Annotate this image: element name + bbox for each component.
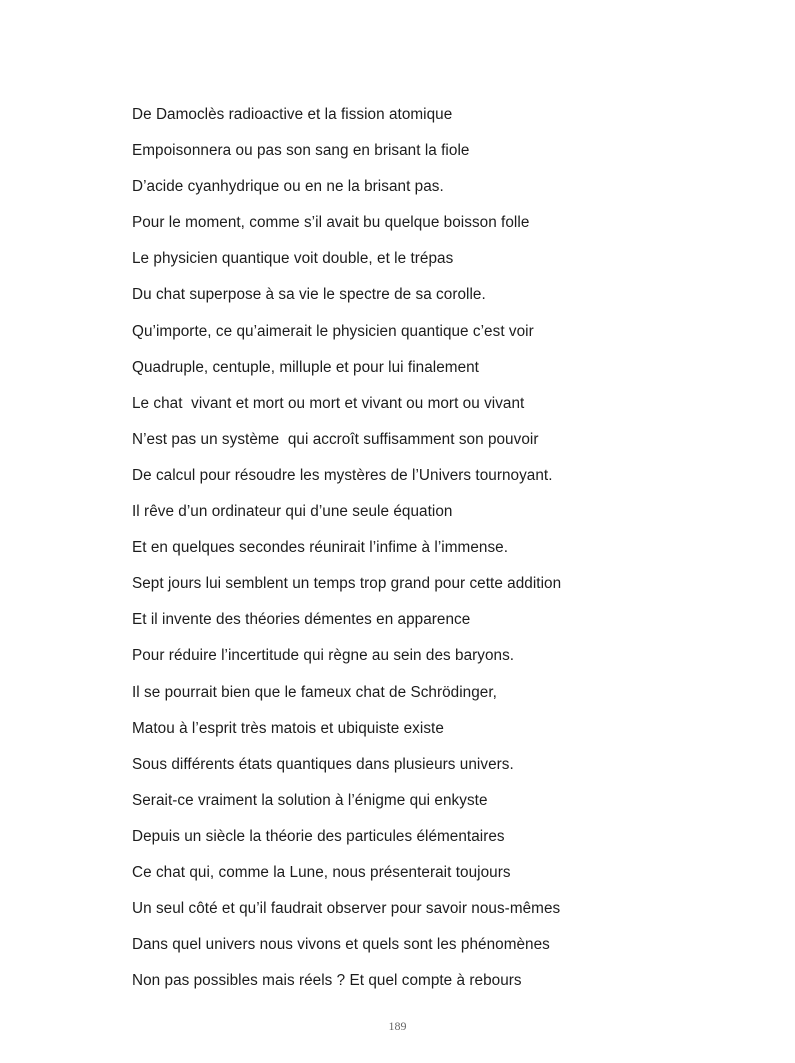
poem-line: Et il invente des théories démentes en apparence <box>132 611 471 629</box>
poem-line: Empoisonnera ou pas son sang en brisant la fiole <box>132 142 470 160</box>
poem-text <box>132 97 752 999</box>
poem-line: Il se pourrait bien que le fameux chat de Schrödinger, <box>132 683 497 701</box>
poem-line: Il rêve d’un ordinateur qui d’une seule équation <box>132 503 453 521</box>
poem-line: Depuis un siècle la théorie des particules élémentaires <box>132 827 505 845</box>
poem-line: Pour le moment, comme s’il avait bu quelque boisson folle <box>132 214 530 232</box>
poem-line: Le chat vivant et mort ou mort et vivant ou mort ou vivant <box>132 394 525 412</box>
poem-line: Serait-ce vraiment la solution à l’énigme qui enkyste <box>132 791 488 809</box>
poem-line: Dans quel univers nous vivons et quels sont les phénomènes <box>132 936 550 954</box>
poem-line: Matou à l’esprit très matois et ubiquiste existe <box>132 719 444 737</box>
poem-line: Quadruple, centuple, milluple et pour lui finalement <box>132 358 479 376</box>
poem-line: Un seul côté et qu’il faudrait observer pour savoir nous-mêmes <box>132 900 561 918</box>
poem-line: Du chat superpose à sa vie le spectre de sa corolle. <box>132 286 486 304</box>
poem-line: Le physicien quantique voit double, et le trépas <box>132 250 454 268</box>
poem-line: D’acide cyanhydrique ou en ne la brisant pas. <box>132 178 444 196</box>
poem-line: Qu’importe, ce qu’aimerait le physicien quantique c’est voir <box>132 322 534 340</box>
poem-line: Et en quelques secondes réunirait l’infime à l’immense. <box>132 539 509 557</box>
page-number: 189 <box>388 1019 407 1033</box>
poem-line: Pour réduire l’incertitude qui règne au sein des baryons. <box>132 647 515 665</box>
poem-line: Non pas possibles mais réels ? Et quel compte à rebours <box>132 972 522 990</box>
poem-line: N’est pas un système qui accroît suffisamment son pouvoir <box>132 430 539 448</box>
poem-line: Ce chat qui, comme la Lune, nous présenterait toujours <box>132 863 511 881</box>
poem-line: De Damoclès radioactive et la fission atomique <box>132 106 453 123</box>
poem-line: Sous différents états quantiques dans plusieurs univers. <box>132 755 514 773</box>
poem-line: De calcul pour résoudre les mystères de l’Univers tournoyant. <box>132 466 553 484</box>
poem-line: Sept jours lui semblent un temps trop grand pour cette addition <box>132 575 562 593</box>
